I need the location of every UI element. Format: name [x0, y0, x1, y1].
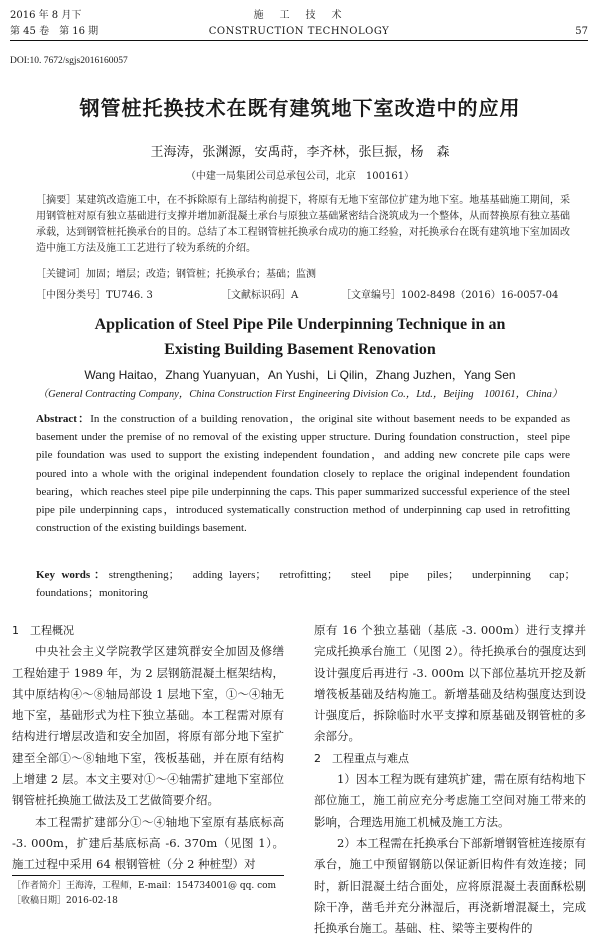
- paragraph: 原有 16 个独立基础（基底 -3. 000m）进行支撑并完成托换承台施工（见图 2）。待托换承台的强度达到设计强度后再进行 -3. 000m 以下部位基坑开挖及新增筏板基础及结构施工。新增基础及结构强度达到设计强度后，拆除临时水平支撑和原基础及钢管桩的多余部分。: [314, 623, 586, 744]
- title-en-line2: Existing Building Basement Renovation: [164, 341, 436, 358]
- journal-name-en: CONSTRUCTION TECHNOLOGY: [208, 26, 390, 37]
- paragraph: 本工程需扩建部分①～④轴地下室原有基底标高 -3. 000m，扩建后基底标高 -6. 370m（见图 1）。施工过程中采用 64 根钢管桩（分 2 种桩型）对: [12, 814, 284, 872]
- abstract-en-text: In the construction of a building renovation，the original site without basement needs to be expanded as basement under the premise of no removal of the existing upper structure. During foundation construction，steel pipe pile foundation was used to support the existing independent foundation，and adding new concrete pile caps were poured into a whole with the original independent foundation closely to replace the original independent foundation bearing，which reaches steel pipe pile underpinning the caps. This paper summarized successful experience of the steel pipe pile underpinning caps，introduced systematically construction method of underpinning cap used in retrofitting construction of the existing buildings basement.: [36, 413, 570, 535]
- body-column-right: [314, 620, 586, 939]
- received-date: ［收稿日期］2016-02-18: [12, 896, 118, 906]
- section-heading-2: 2 工程重点与难点: [314, 751, 409, 765]
- title-en: [0, 312, 600, 362]
- classification-row: [36, 286, 570, 301]
- keywords-cn: ［关键词］加固；增层；改造；钢管桩；托换承台；基础；监测: [36, 269, 316, 280]
- page-header: [10, 6, 588, 44]
- affiliation-cn: （中建一局集团公司总承包公司，北京 100161）: [185, 171, 415, 182]
- body-column-left: [12, 620, 284, 876]
- affiliation-en: （General Contracting Company，China Construction First Engineering Division Co.，Ltd.，Beijing 100161，China）: [37, 389, 563, 400]
- abstract-en-label: Abstract：: [36, 413, 91, 425]
- authors-cn: 王海涛，张渊源，安禹莳，李齐林，张巨振，杨 森: [150, 145, 450, 160]
- keywords-en-label: Key words：: [36, 569, 109, 581]
- paragraph: 1）因本工程为既有建筑扩建，需在原有结构地下部位施工，施工前应充分考虑施工空间对施工带来的影响，合理选用施工机械及施工方法。: [314, 772, 586, 829]
- document-code: ［文献标识码］A: [221, 290, 299, 301]
- authors-en: Wang Haitao，Zhang Yuanyuan，An Yushi，Li Qilin，Zhang Juzhen，Yang Sen: [84, 368, 516, 382]
- doi: DOI:10. 7672/sgjs2016160057: [10, 56, 128, 66]
- paragraph: 中央社会主义学院教学区建筑群安全加固及修缮工程始建于 1989 年，为 2 层钢筋混凝土框架结构，其中原结构④～⑧轴局部设 1 层地下室，①～④轴无地下室，基础形式为柱下独立基础。本工程需对原有结构进行增层改造和安全加固，将原有部分地下室扩建至全部①～⑧轴地下室，筏板基础，并在原有结构上增建 2 层。本文主要对①～④轴需扩建地下室部位钢管桩托换施工做法及工艺做简要介绍。: [12, 644, 284, 808]
- title-en-line1: Application of Steel Pipe Pile Underpinning Technique in an: [94, 316, 506, 333]
- footnote: [12, 875, 284, 909]
- page-number: 57: [575, 26, 588, 37]
- abstract-cn: ［摘要］某建筑改造施工中，在不拆除原有上部结构前提下，将原有无地下室部位扩建为地下室。地基基础施工期间，采用钢管桩对原有独立基础进行支撑并增加新混凝土承台与原独立基础紧密结合浇筑成为一个整体，从而替换原有独立基础承载，达到钢管桩托换承台的目的。总结了本工程钢管桩托换承台成功的施工经验，对托换承台在既有建筑地下室加固改造中施工方法及施工工艺进行了较为系统的介绍。: [36, 195, 570, 254]
- title-cn: 钢管桩托换技术在既有建筑地下室改造中的应用: [79, 96, 521, 120]
- section-heading-1: 1 工程概况: [12, 624, 74, 637]
- header-rule: [10, 40, 588, 41]
- abstract-en: [36, 410, 570, 537]
- volume-issue: 第 45 卷 第 16 期: [10, 26, 99, 37]
- paragraph: 2）本工程需在托换承台下部新增钢管桩连接原有承台，施工中预留钢筋以保证新旧构件有效连接；同时，新旧混凝土结合面处，应将原混凝土表面酥松剔除干净，凿毛并充分淋湿后，再浇新增混凝土，完成托换承台施工。基础、柱、梁等主要构件的: [314, 835, 586, 936]
- clc-number: ［中图分类号］TU746. 3: [36, 290, 153, 301]
- author-info: ［作者简介］王海涛，工程师，E-mail：154734001@ qq. com: [12, 881, 277, 891]
- keywords-en-text: strengthening； adding layers； retrofitting； steel pipe piles； underpinning cap； foundations；monitoring: [36, 569, 581, 599]
- journal-name-cn: 施 工 技 术: [253, 10, 345, 21]
- issue-date: 2016 年 8 月下: [10, 10, 82, 21]
- keywords-en: [36, 566, 581, 602]
- article-number: ［文章编号］1002-8498（2016）16-0057-04: [341, 290, 559, 301]
